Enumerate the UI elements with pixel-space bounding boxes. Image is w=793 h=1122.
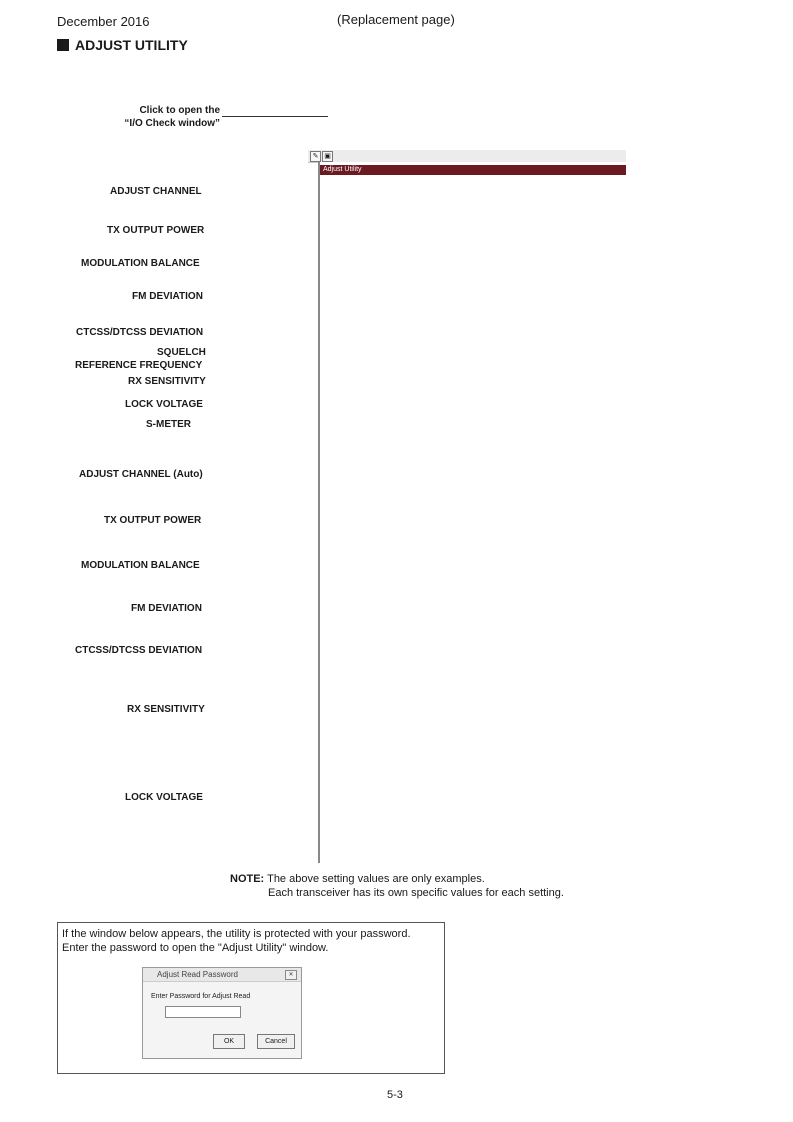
caption-squelch: SQUELCH [157, 347, 206, 358]
adjust-utility-body [318, 162, 626, 863]
section-title-text: ADJUST UTILITY [75, 37, 188, 53]
caption-adjust-channel-auto: ADJUST CHANNEL (Auto) [79, 469, 203, 480]
password-input[interactable] [165, 1006, 241, 1018]
caption-modulation-balance-auto: MODULATION BALANCE [81, 560, 200, 571]
caption-reference-frequency: REFERENCE FREQUENCY [75, 360, 203, 371]
note [230, 872, 564, 900]
caption-rx-sensitivity: RX SENSITIVITY [128, 376, 206, 387]
caption-ctcss: CTCSS/DTCSS DEVIATION [76, 327, 204, 338]
caption-fm-deviation: FM DEVIATION [132, 291, 203, 302]
caption-adjust-channel: ADJUST CHANNEL [110, 186, 202, 197]
password-info-text [62, 927, 411, 955]
square-bullet-icon [57, 39, 69, 51]
note-line-1: The above setting values are only examples. [267, 873, 485, 885]
caption-click: Click to open the “I/O Check window” [124, 105, 220, 129]
caption-lock-voltage-auto: LOCK VOLTAGE [125, 792, 203, 803]
header-replacement: (Replacement page) [337, 12, 455, 27]
caption-tx-output-power: TX OUTPUT POWER [107, 225, 205, 236]
close-icon[interactable]: ✕ [285, 970, 297, 980]
password-prompt: Enter Password for Adjust Read [151, 993, 251, 1000]
header-date: December 2016 [57, 14, 150, 29]
leader-line [222, 116, 328, 117]
io-check-icon[interactable]: ▣ [322, 151, 333, 162]
dialog-title-text: Adjust Read Password [157, 970, 238, 979]
page-number: 5-3 [387, 1089, 403, 1101]
section-title [57, 37, 188, 53]
window-title: Adjust Utility [320, 165, 626, 175]
note-line-2: Each transceiver has its own specific values for each setting. [268, 887, 564, 899]
caption-ctcss-auto: CTCSS/DTCSS DEVIATION [75, 645, 203, 656]
caption-rx-sensitivity-auto: RX SENSITIVITY [127, 704, 205, 715]
caption-lock-voltage: LOCK VOLTAGE [125, 399, 203, 410]
caption-modulation-balance: MODULATION BALANCE [81, 258, 200, 269]
password-dialog [142, 967, 302, 1059]
caption-tx-output-power-auto: TX OUTPUT POWER [104, 515, 202, 526]
caption-s-meter: S-METER [146, 419, 191, 430]
ok-button[interactable]: OK [213, 1034, 245, 1049]
password-info-line-2: Enter the password to open the "Adjust Utility" window. [62, 942, 329, 954]
wrench-icon: ✎ [310, 151, 321, 162]
password-info-box [57, 922, 445, 1074]
dialog-title [143, 968, 301, 982]
adjust-utility-screenshot [308, 150, 626, 863]
caption-fm-deviation-auto: FM DEVIATION [131, 603, 202, 614]
note-label: NOTE: [230, 873, 265, 885]
cancel-button[interactable]: Cancel [257, 1034, 295, 1049]
password-info-line-1: If the window below appears, the utility is protected with your password. [62, 928, 411, 940]
